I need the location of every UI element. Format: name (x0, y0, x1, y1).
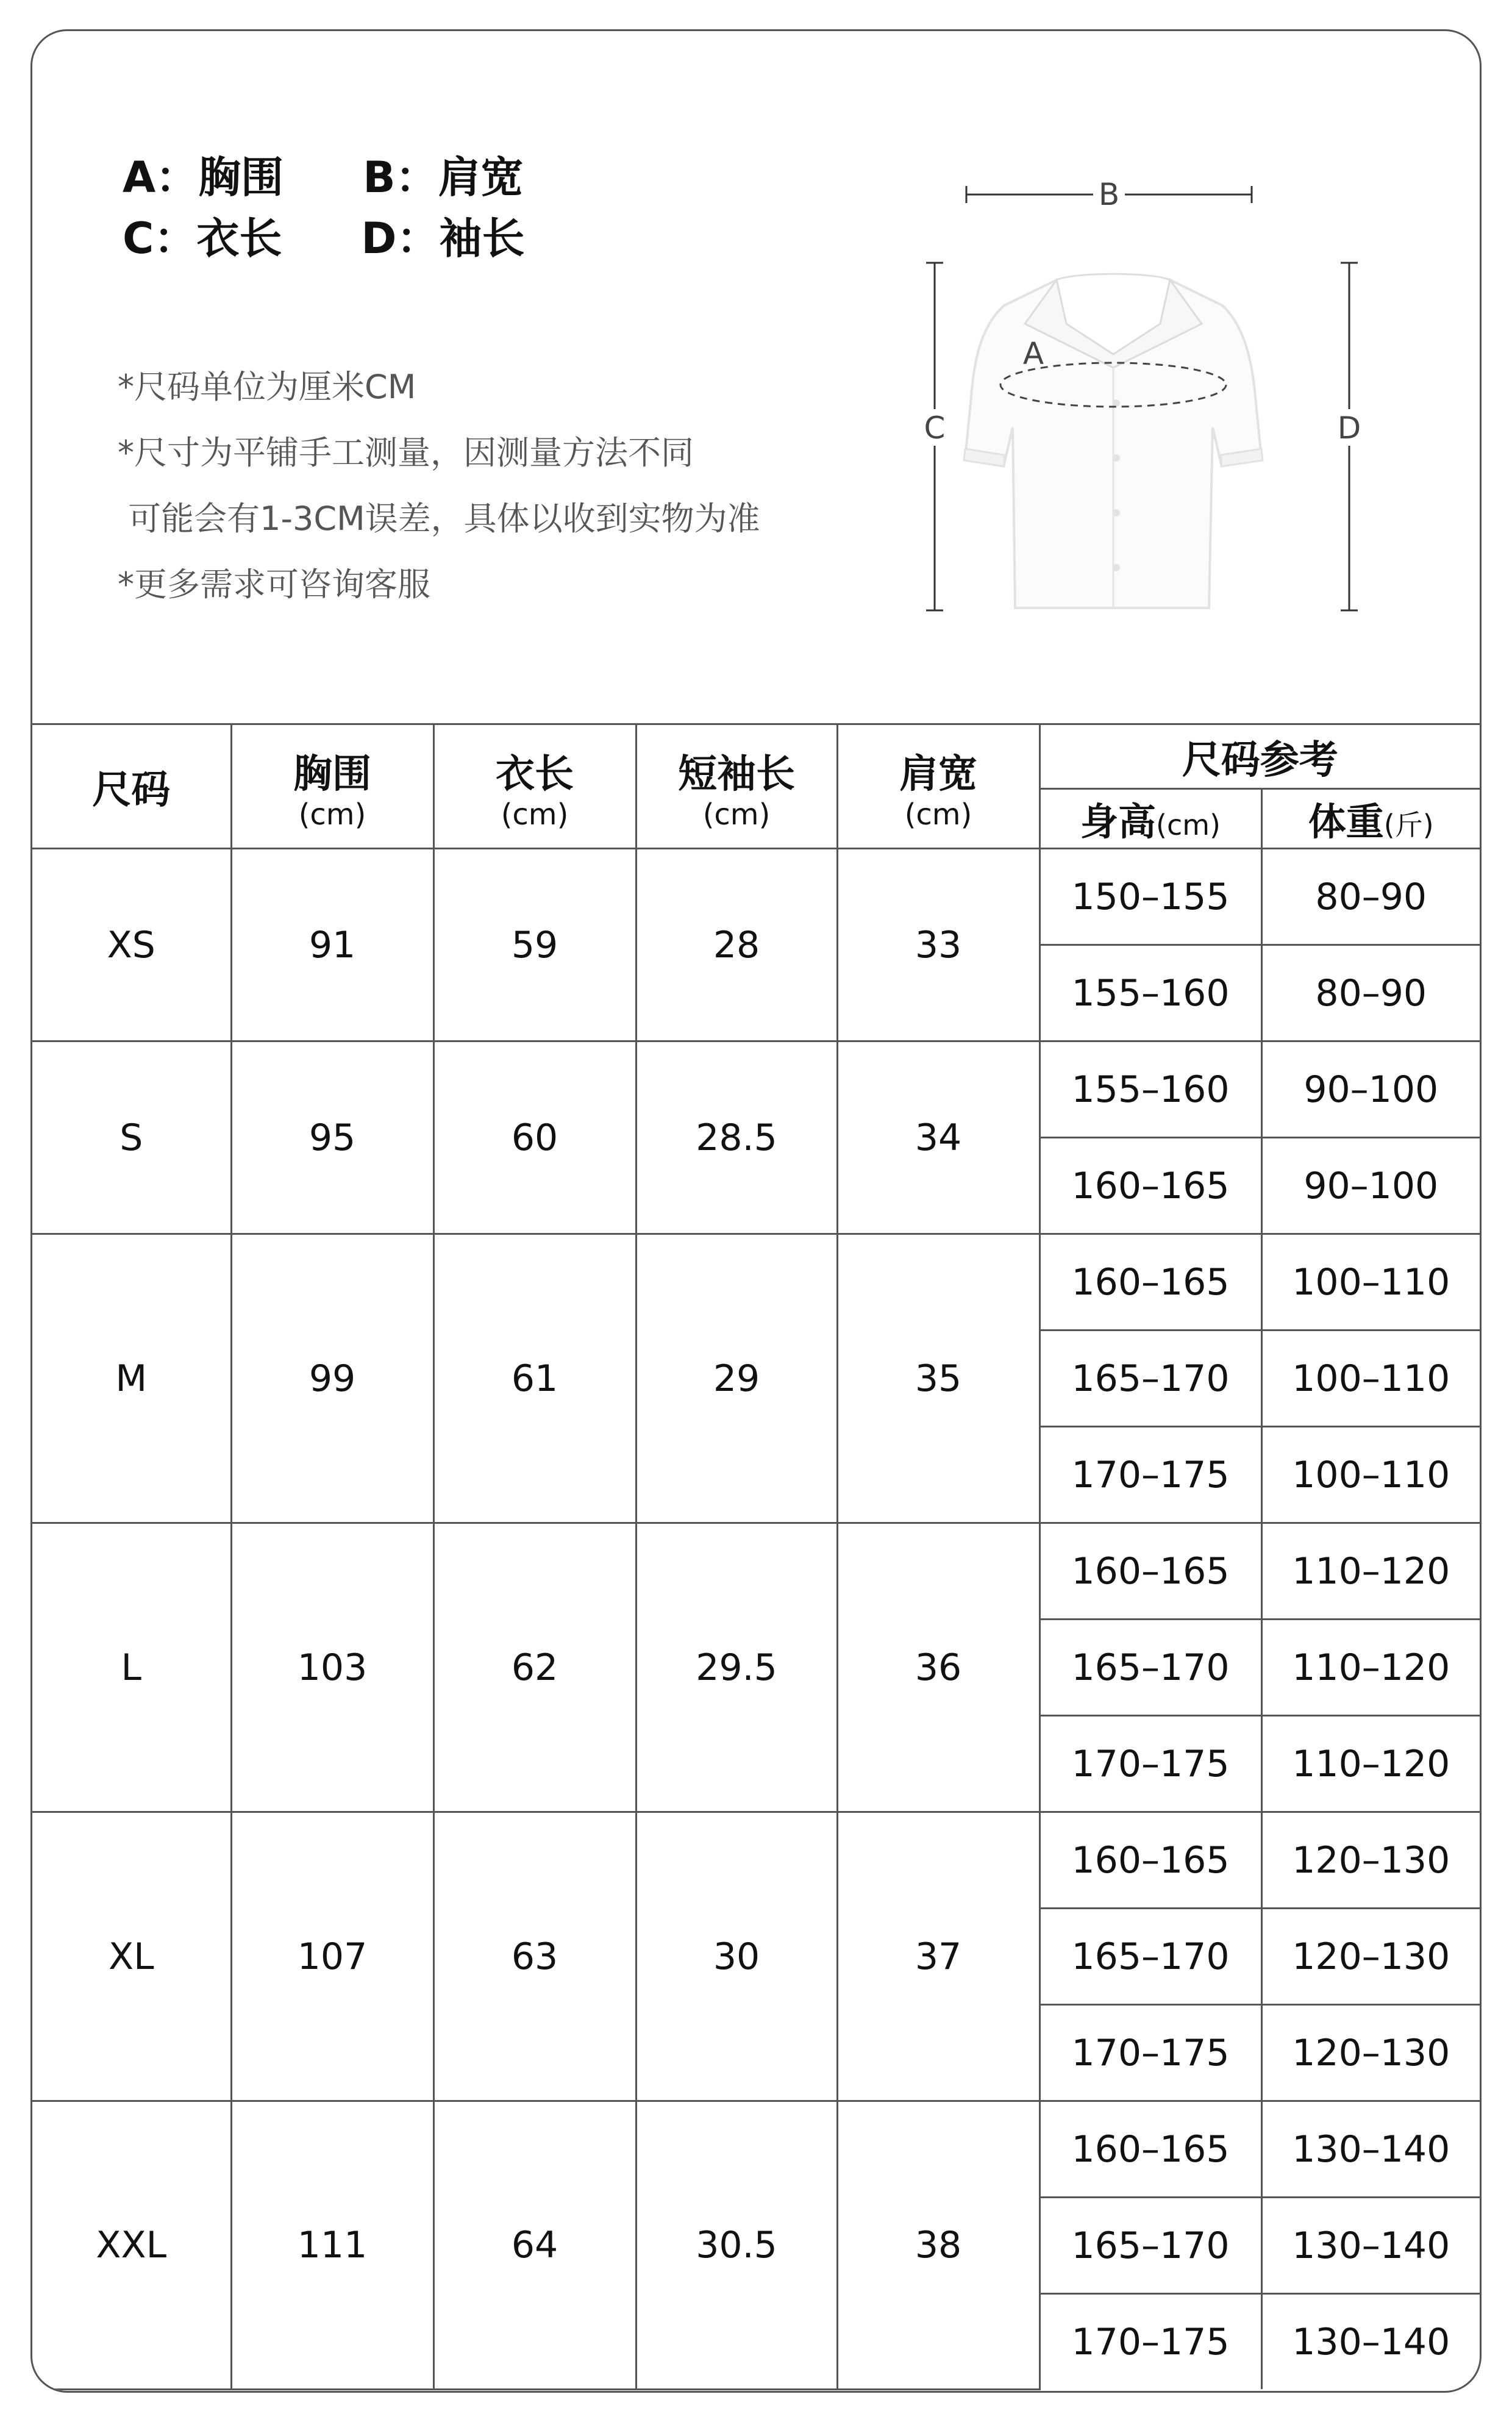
table-row (32, 1523, 1480, 1620)
header-weight-unit: (斤) (1383, 809, 1434, 841)
shirt-icon (964, 274, 1263, 608)
header-sleeve-unit: (cm) (702, 797, 771, 832)
cell-size: XL (32, 1812, 231, 2101)
cell-sleeve: 29.5 (636, 1523, 837, 1812)
cell-height: 165–170 (1040, 1620, 1261, 1716)
measurement-notes (118, 354, 760, 618)
header-height (1040, 789, 1261, 849)
dim-label-b: B (1098, 177, 1120, 212)
cell-shoulder: 34 (837, 1041, 1040, 1234)
cell-weight: 90–100 (1261, 1041, 1480, 1138)
header-shoulder-unit: (cm) (904, 797, 972, 832)
cell-weight: 130–140 (1261, 2101, 1480, 2198)
cell-shoulder: 37 (837, 1812, 1040, 2101)
cell-weight: 90–100 (1261, 1138, 1480, 1234)
header-length (433, 724, 636, 849)
cell-weight: 80–90 (1261, 849, 1480, 945)
header-height-unit: (cm) (1156, 809, 1221, 841)
cell-weight: 80–90 (1261, 945, 1480, 1041)
cell-length: 59 (433, 849, 636, 1041)
cell-chest: 111 (231, 2101, 433, 2390)
header-height-label: 身高 (1080, 799, 1156, 844)
table-row (32, 849, 1480, 945)
cell-height: 150–155 (1040, 849, 1261, 945)
header-sleeve (636, 724, 837, 849)
cell-chest: 95 (231, 1041, 433, 1234)
cell-chest: 103 (231, 1523, 433, 1812)
cell-height: 155–160 (1040, 1041, 1261, 1138)
cell-chest: 107 (231, 1812, 433, 2101)
cell-height: 160–165 (1040, 2101, 1261, 2198)
cell-height: 160–165 (1040, 1523, 1261, 1620)
cell-size: XS (32, 849, 231, 1041)
dim-label-d: D (1337, 410, 1361, 446)
dim-label-c: C (924, 410, 946, 446)
size-table (32, 723, 1480, 2390)
cell-chest: 99 (231, 1234, 433, 1523)
cell-height: 170–175 (1040, 2294, 1261, 2390)
cell-weight: 120–130 (1261, 1909, 1480, 2005)
cell-sleeve: 30.5 (636, 2101, 837, 2390)
cell-shoulder: 33 (837, 849, 1040, 1041)
cell-height: 170–175 (1040, 1716, 1261, 1812)
header-weight (1261, 789, 1480, 849)
cell-weight: 130–140 (1261, 2294, 1480, 2390)
cell-height: 160–165 (1040, 1138, 1261, 1234)
measurement-legend (123, 147, 524, 269)
legend-c: C：衣长 (123, 213, 282, 263)
header-shoulder-label: 肩宽 (899, 751, 977, 797)
cell-size: XXL (32, 2101, 231, 2390)
note-line: *更多需求可咨询客服 (118, 565, 430, 604)
note-line: 可能会有1-3CM误差，具体以收到实物为准 (118, 499, 760, 538)
cell-shoulder: 35 (837, 1234, 1040, 1523)
header-chest (231, 724, 433, 849)
dim-label-a: A (1022, 336, 1044, 371)
cell-size: S (32, 1041, 231, 1234)
header-size-reference: 尺码参考 (1040, 724, 1480, 789)
table-row (32, 1234, 1480, 1331)
cell-length: 61 (433, 1234, 636, 1523)
cell-height: 160–165 (1040, 1234, 1261, 1331)
cell-weight: 130–140 (1261, 2198, 1480, 2294)
legend-b: B：肩宽 (363, 152, 524, 202)
cell-shoulder: 36 (837, 1523, 1040, 1812)
cell-length: 60 (433, 1041, 636, 1234)
header-chest-unit: (cm) (298, 797, 366, 832)
cell-height: 170–175 (1040, 1427, 1261, 1523)
cell-weight: 100–110 (1261, 1331, 1480, 1427)
cell-size: L (32, 1523, 231, 1812)
cell-weight: 110–120 (1261, 1620, 1480, 1716)
cell-length: 62 (433, 1523, 636, 1812)
cell-sleeve: 30 (636, 1812, 837, 2101)
cell-length: 63 (433, 1812, 636, 2101)
cell-weight: 100–110 (1261, 1234, 1480, 1331)
header-size: 尺码 (32, 724, 231, 849)
table-row (32, 1041, 1480, 1138)
table-row (32, 1812, 1480, 1909)
cell-height: 165–170 (1040, 1331, 1261, 1427)
size-chart-card (30, 29, 1482, 2393)
cell-sleeve: 29 (636, 1234, 837, 1523)
header-sleeve-label: 短袖长 (678, 751, 795, 797)
garment-diagram (874, 141, 1422, 653)
header-chest-label: 胸围 (293, 751, 371, 797)
cell-weight: 110–120 (1261, 1716, 1480, 1812)
cell-sleeve: 28 (636, 849, 837, 1041)
legend-a: A：胸围 (123, 152, 284, 202)
table-row (32, 2101, 1480, 2198)
cell-weight: 100–110 (1261, 1427, 1480, 1523)
legend-d: D：袖长 (361, 213, 525, 263)
header-length-unit: (cm) (501, 797, 569, 832)
header-length-label: 衣长 (496, 751, 574, 797)
cell-chest: 91 (231, 849, 433, 1041)
shirt-diagram-svg (874, 141, 1422, 653)
cell-height: 170–175 (1040, 2005, 1261, 2101)
cell-weight: 120–130 (1261, 2005, 1480, 2101)
cell-height: 160–165 (1040, 1812, 1261, 1909)
header-weight-label: 体重 (1308, 799, 1384, 844)
cell-length: 64 (433, 2101, 636, 2390)
note-line: *尺码单位为厘米CM (118, 368, 416, 406)
cell-height: 155–160 (1040, 945, 1261, 1041)
cell-shoulder: 38 (837, 2101, 1040, 2390)
cell-sleeve: 28.5 (636, 1041, 837, 1234)
cell-height: 165–170 (1040, 1909, 1261, 2005)
cell-weight: 120–130 (1261, 1812, 1480, 1909)
cell-size: M (32, 1234, 231, 1523)
header-shoulder (837, 724, 1040, 849)
note-line: *尺寸为平铺手工测量，因测量方法不同 (118, 434, 694, 472)
cell-height: 165–170 (1040, 2198, 1261, 2294)
cell-weight: 110–120 (1261, 1523, 1480, 1620)
